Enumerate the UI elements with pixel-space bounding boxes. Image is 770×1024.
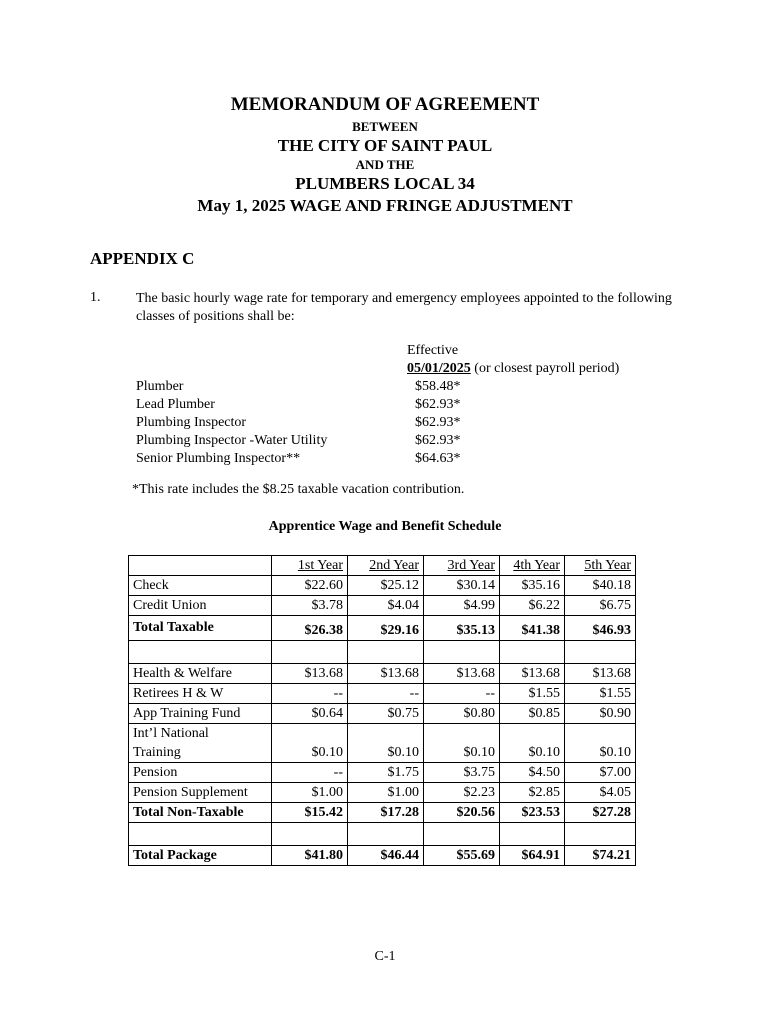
cell: $20.56 xyxy=(424,803,500,823)
cell: $40.18 xyxy=(565,576,636,596)
cell: $22.60 xyxy=(272,576,348,596)
cell: $0.90 xyxy=(565,704,636,724)
memo-subtitle: May 1, 2025 WAGE AND FRINGE ADJUSTMENT xyxy=(197,196,573,215)
effective-block xyxy=(407,342,619,378)
vacation-footnote: *This rate includes the $8.25 taxable vacation contribution. xyxy=(132,482,465,497)
between-label: BETWEEN xyxy=(352,119,418,134)
cell: $35.13 xyxy=(424,616,500,641)
page-number: C-1 xyxy=(374,949,396,964)
cell: $25.12 xyxy=(348,576,424,596)
cell: $30.14 xyxy=(424,576,500,596)
cell: $0.75 xyxy=(348,704,424,724)
rate-value: $62.93* xyxy=(415,415,461,430)
column-header: 4th Year xyxy=(513,558,560,573)
cell: $0.10 xyxy=(500,724,565,763)
cell: $4.50 xyxy=(500,763,565,783)
table-row xyxy=(129,664,636,684)
cell: $1.00 xyxy=(348,783,424,803)
table-header-row xyxy=(129,556,636,576)
effective-label: Effective xyxy=(407,343,459,358)
cell: $1.55 xyxy=(565,684,636,704)
cell: $46.44 xyxy=(348,846,424,866)
rate-value: $62.93* xyxy=(415,397,461,412)
cell: $35.16 xyxy=(500,576,565,596)
schedule-title: Apprentice Wage and Benefit Schedule xyxy=(268,519,502,534)
cell: $64.91 xyxy=(500,846,565,866)
rate-title: Plumber xyxy=(136,379,184,394)
cell: $3.78 xyxy=(272,596,348,616)
table-row xyxy=(129,596,636,616)
row-label: Check xyxy=(129,576,272,596)
cell: -- xyxy=(272,763,348,783)
rate-title: Lead Plumber xyxy=(136,397,215,412)
memo-title: MEMORANDUM OF AGREEMENT xyxy=(230,94,540,115)
row-label: Pension xyxy=(129,763,272,783)
table-row xyxy=(129,724,636,763)
cell: $4.04 xyxy=(348,596,424,616)
cell: $0.80 xyxy=(424,704,500,724)
and-the-label: AND THE xyxy=(355,157,415,172)
table-row xyxy=(129,684,636,704)
cell: $7.00 xyxy=(565,763,636,783)
cell: $29.16 xyxy=(348,616,424,641)
cell: $13.68 xyxy=(565,664,636,684)
cell: $0.10 xyxy=(565,724,636,763)
table-row xyxy=(129,763,636,783)
column-header: 5th Year xyxy=(584,558,631,573)
cell: $27.28 xyxy=(565,803,636,823)
cell: $6.22 xyxy=(500,596,565,616)
column-header: 3rd Year xyxy=(447,558,495,573)
apprentice-schedule-table xyxy=(128,555,636,866)
rate-value: $62.93* xyxy=(415,433,461,448)
cell: $13.68 xyxy=(424,664,500,684)
cell: -- xyxy=(348,684,424,704)
cell: $1.75 xyxy=(348,763,424,783)
cell: $0.10 xyxy=(348,724,424,763)
table-row xyxy=(129,576,636,596)
row-label-line: Training xyxy=(133,745,181,760)
cell: $4.99 xyxy=(424,596,500,616)
appendix-heading: APPENDIX C xyxy=(90,249,195,268)
row-label: Pension Supplement xyxy=(129,783,272,803)
row-label: Retirees H & W xyxy=(129,684,272,704)
cell: $55.69 xyxy=(424,846,500,866)
table-row xyxy=(129,704,636,724)
cell: -- xyxy=(272,684,348,704)
rate-title: Senior Plumbing Inspector** xyxy=(136,451,301,466)
cell: $4.05 xyxy=(565,783,636,803)
rate-value: $58.48* xyxy=(415,379,461,394)
effective-date-line xyxy=(407,360,619,378)
row-label: Credit Union xyxy=(129,596,272,616)
cell: $13.68 xyxy=(272,664,348,684)
cell: $3.75 xyxy=(424,763,500,783)
effective-note: (or closest payroll period) xyxy=(474,361,620,376)
table-row-total-non-taxable xyxy=(129,803,636,823)
cell: $13.68 xyxy=(500,664,565,684)
cell: $0.64 xyxy=(272,704,348,724)
city-name: THE CITY OF SAINT PAUL xyxy=(277,136,493,155)
cell: $23.53 xyxy=(500,803,565,823)
table-row xyxy=(129,783,636,803)
row-label: App Training Fund xyxy=(129,704,272,724)
column-header: 1st Year xyxy=(297,558,343,573)
row-label: Health & Welfare xyxy=(129,664,272,684)
rate-title: Plumbing Inspector -Water Utility xyxy=(136,433,328,448)
cell: $1.55 xyxy=(500,684,565,704)
cell: $0.10 xyxy=(272,724,348,763)
cell: $1.00 xyxy=(272,783,348,803)
cell: $15.42 xyxy=(272,803,348,823)
column-header: 2nd Year xyxy=(369,558,419,573)
row-label: Total Non-Taxable xyxy=(129,803,272,823)
cell: $0.85 xyxy=(500,704,565,724)
cell: $26.38 xyxy=(272,616,348,641)
cell: $41.80 xyxy=(272,846,348,866)
section-number: 1. xyxy=(90,290,101,305)
cell: $41.38 xyxy=(500,616,565,641)
table-row-total-package xyxy=(129,846,636,866)
cell: $46.93 xyxy=(565,616,636,641)
cell: $74.21 xyxy=(565,846,636,866)
cell: $2.85 xyxy=(500,783,565,803)
cell: $0.10 xyxy=(424,724,500,763)
section-text: The basic hourly wage rate for temporary and emergency employees appointed to the following classes of positions shall be: xyxy=(136,291,672,324)
row-label xyxy=(129,724,272,763)
spacer-row xyxy=(129,641,636,664)
spacer-row xyxy=(129,823,636,846)
cell: $13.68 xyxy=(348,664,424,684)
cell: $17.28 xyxy=(348,803,424,823)
row-label-line: Int’l National xyxy=(133,726,209,741)
cell: $2.23 xyxy=(424,783,500,803)
table-row-total-taxable xyxy=(129,616,636,641)
rate-value: $64.63* xyxy=(415,451,461,466)
row-label: Total Package xyxy=(129,846,272,866)
cell: -- xyxy=(424,684,500,704)
row-label: Total Taxable xyxy=(129,616,272,641)
effective-date: 05/01/2025 xyxy=(407,361,471,376)
cell: $6.75 xyxy=(565,596,636,616)
rate-title: Plumbing Inspector xyxy=(136,415,247,430)
union-name: PLUMBERS LOCAL 34 xyxy=(295,174,475,193)
